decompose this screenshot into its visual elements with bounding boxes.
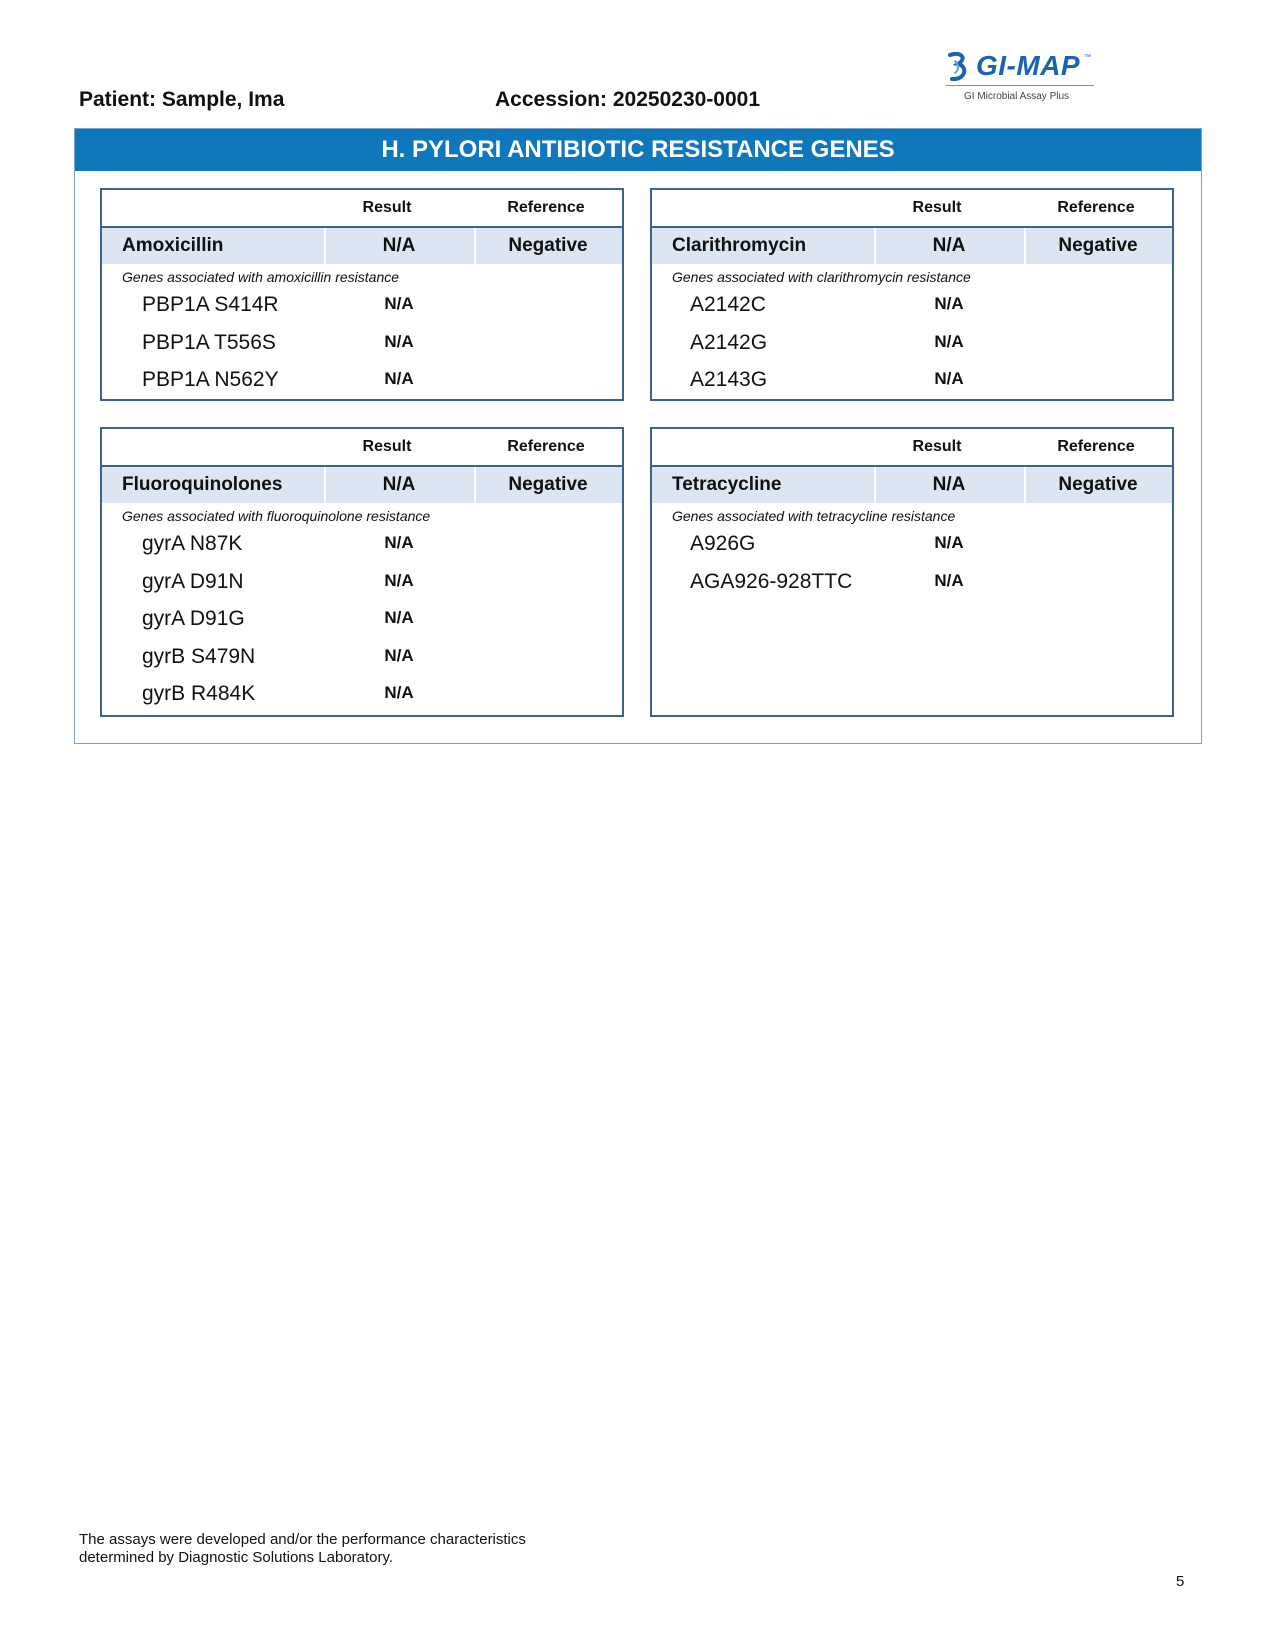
gene-row [652, 324, 1172, 362]
footer-note-line-1: The assays were developed and/or the performance characteristics [79, 1531, 526, 1548]
drug-result: N/A [382, 235, 416, 256]
gene-name: PBP1A T556S [142, 330, 276, 354]
drug-name: Tetracycline [672, 474, 782, 495]
gene-result: N/A [384, 369, 414, 388]
gene-result: N/A [384, 331, 414, 351]
footer-note [79, 1531, 526, 1567]
table-header [102, 190, 622, 228]
gene-name: gyrA D91G [142, 607, 245, 630]
result-column-header: Result [912, 199, 962, 216]
drug-name: Clarithromycin [672, 235, 807, 256]
reference-column-header: Reference [507, 438, 585, 455]
gene-name: gyrA N87K [142, 532, 243, 555]
drug-result: N/A [932, 474, 966, 495]
fluoroquinolones-table [100, 427, 624, 717]
gene-row [102, 525, 622, 563]
drug-row [102, 228, 622, 264]
drug-name: Amoxicillin [122, 235, 224, 256]
reference-column-header: Reference [1057, 438, 1135, 455]
amoxicillin-table [100, 188, 624, 401]
gene-name: PBP1A S414R [142, 293, 279, 316]
gene-result: N/A [934, 331, 964, 351]
logo-subtitle: GI Microbial Assay Plus [964, 91, 1070, 102]
drug-reference: Negative [1058, 235, 1138, 256]
gene-row [652, 525, 1172, 563]
table-header [652, 190, 1172, 228]
reference-column-header: Reference [1057, 199, 1135, 216]
gi-map-logo [946, 50, 1096, 106]
gene-row [102, 675, 622, 713]
gene-row [652, 361, 1172, 399]
drug-reference: Negative [1058, 474, 1138, 495]
logo-wordmark: GI-MAP [976, 50, 1081, 81]
accession-label: Accession: 20250230-0001 [495, 88, 761, 111]
gene-result: N/A [934, 570, 964, 590]
patient-label: Patient: Sample, Ima [79, 88, 285, 111]
gene-row [102, 286, 622, 324]
genes-label: Genes associated with fluoroquinolone resistance [122, 508, 431, 524]
gene-row [102, 361, 622, 399]
gene-name: PBP1A N562Y [142, 368, 279, 391]
drug-name: Fluoroquinolones [122, 474, 283, 495]
gene-name: A2142G [690, 330, 768, 354]
result-column-header: Result [912, 438, 962, 455]
gene-row [652, 286, 1172, 324]
gene-name: gyrB R484K [142, 682, 256, 705]
gene-result: N/A [934, 369, 964, 388]
clarithromycin-table [650, 188, 1174, 401]
gene-result: N/A [384, 608, 414, 627]
gene-row [102, 324, 622, 362]
gene-name: gyrA D91N [142, 569, 244, 593]
reference-column-header: Reference [507, 199, 585, 216]
gene-name: A2143G [690, 368, 768, 391]
drug-row [102, 467, 622, 503]
h-pylori-panel [74, 128, 1202, 744]
drug-result: N/A [382, 474, 416, 495]
logo-divider [946, 85, 1094, 86]
gene-result: N/A [384, 294, 414, 313]
gene-result: N/A [384, 645, 414, 665]
gene-result: N/A [384, 683, 414, 702]
drug-row [652, 467, 1172, 503]
drug-reference: Negative [508, 235, 588, 256]
gene-name: AGA926-928TTC [690, 569, 853, 593]
gene-name: A2142C [690, 293, 766, 316]
result-column-header: Result [362, 199, 412, 216]
table-header [652, 429, 1172, 467]
gene-result: N/A [934, 533, 964, 552]
gene-result: N/A [384, 570, 414, 590]
table-header [102, 429, 622, 467]
drug-result: N/A [932, 235, 966, 256]
logo-trademark: ™ [1084, 54, 1091, 61]
result-column-header: Result [362, 438, 412, 455]
drug-reference: Negative [508, 474, 588, 495]
drug-row [652, 228, 1172, 264]
panel-title: H. PYLORI ANTIBIOTIC RESISTANCE GENES [75, 129, 1201, 171]
gene-name: gyrB S479N [142, 644, 256, 668]
gene-row [652, 563, 1172, 601]
tetracycline-table [650, 427, 1174, 717]
gene-result: N/A [384, 533, 414, 552]
genes-label: Genes associated with amoxicillin resistance [122, 269, 400, 285]
footer-note-line-2: determined by Diagnostic Solutions Laboratory. [79, 1549, 394, 1566]
page-number: 5 [1176, 1573, 1185, 1590]
gene-name: A926G [690, 532, 756, 555]
gi-map-logo-icon [946, 52, 972, 82]
gene-row [102, 600, 622, 638]
genes-label: Genes associated with clarithromycin resistance [672, 269, 971, 285]
genes-label: Genes associated with tetracycline resistance [672, 508, 956, 524]
gene-result: N/A [934, 294, 964, 313]
gene-row [102, 638, 622, 676]
gene-row [102, 563, 622, 601]
